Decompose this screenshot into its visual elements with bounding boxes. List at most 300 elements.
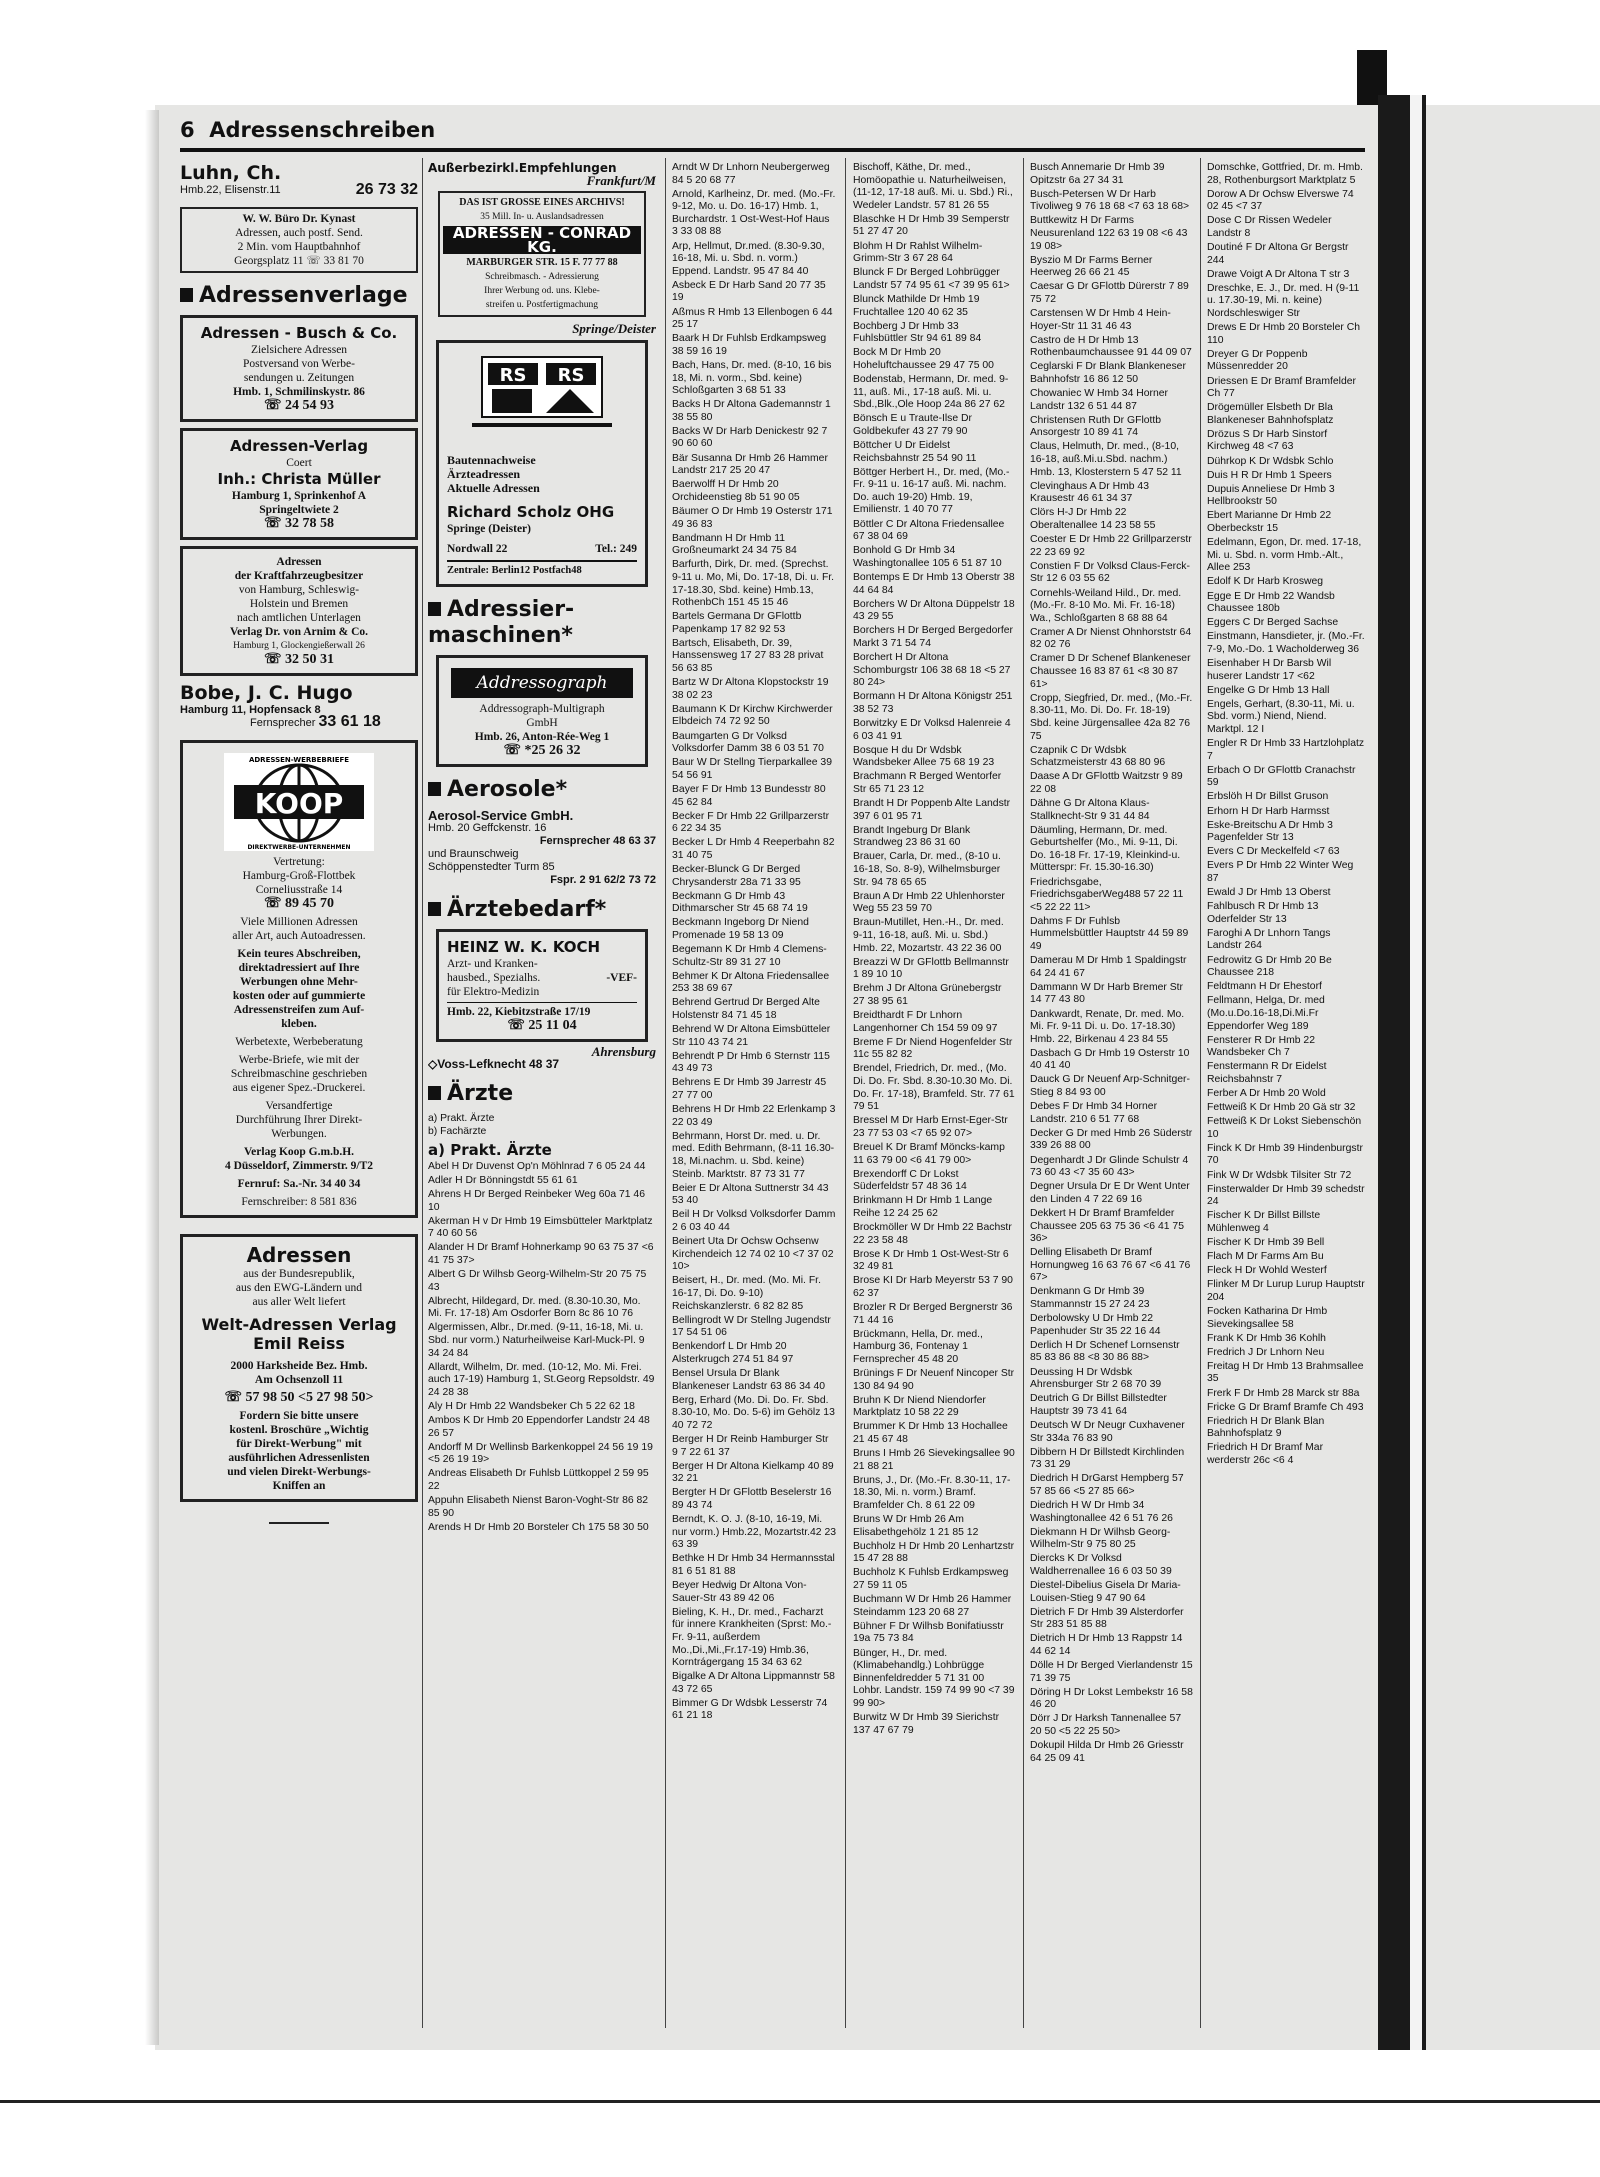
list-item: Degner Ursula Dr E Dr Went Unter den Linden 4 7 22 69 16 [1030, 1181, 1190, 1205]
list-item: Fenstermann R Dr Eidelst Reichsbahnstr 7 [1207, 1061, 1327, 1085]
list-item: Frerk F Dr Hmb 28 Marck str 88a [1207, 1387, 1360, 1399]
list-item: Dietrich F Dr Hmb 39 Alsterdorfer Str 283 51 85 88 [1030, 1606, 1184, 1631]
list-item: Degenhardt J Dr Glinde Schulstr 4 73 60 43 <7 35 60 43> [1030, 1154, 1189, 1179]
list-item: Bach, Hans, Dr. med. (8-10, 16 bis 18, Mi. n. vorm., Sbd. keine) Schloßgarten 3 68 51 33 [672, 359, 832, 397]
list-item: Doutiné F Dr Altona Gr Bergstr 244 [1207, 242, 1349, 266]
scholz-central: Zentrale: Berlin12 Postfach48 [447, 560, 637, 578]
list-item: Brockmöller W Dr Hmb 22 Bachstr 22 23 58 48 [853, 1222, 1012, 1246]
list-item: Dekkert H Dr Bramf Bramfelder Chaussee 205 63 75 36 <6 41 75 36> [1030, 1207, 1184, 1245]
list-item: Böttler C Dr Altona Friedensallee 67 38 04 69 [853, 518, 1005, 543]
list-item: Engelke G Dr Hmb 13 Hall [1207, 684, 1330, 696]
section-bullet [428, 902, 441, 916]
list-item: Berger H Dr Reinb Hamburger Str 9 7 22 61 37 [672, 1434, 829, 1458]
list-item: Buttkewitz H Dr Farms Neusurenland 122 63 19 08 <6 43 19 08> [1030, 215, 1188, 252]
list-item: Christensen Ruth Dr GFlottb Ansorgestr 10 89 41 74 [1030, 414, 1162, 439]
conrad-name: ADRESSEN - CONRAD KG. [443, 226, 641, 254]
column-divider [1023, 158, 1024, 2028]
reiss-bold-line: kostenl. Broschüre „Wichtig [229, 1423, 369, 1436]
koop-bold-line: kosten oder auf gummierte [232, 989, 366, 1002]
list-item: Eggers C Dr Berged Sachse [1207, 617, 1339, 629]
arnim-phone: ☏ 32 50 31 [263, 651, 334, 667]
list-item: Busch-Petersen W Dr Harb Tivoliweg 9 76 18 68 <7 63 18 68> [1030, 188, 1190, 213]
coert-owner: Inh.: Christa Müller [217, 469, 381, 488]
list-item: Fahlbusch R Dr Hmb 13 Oderfelder Str 13 [1207, 901, 1319, 925]
coert-title: Adressen-Verlag [229, 436, 369, 455]
koop-bold-line: Adressenstreifen zum Auf- [233, 1003, 365, 1016]
list-item: Barfurth, Dirk, Dr. med. (Sprechst. 9-11 u. Mo, Mi, Do. 17-18, Di. u. Fr. 17-18.30, Sbd. keine) Hmb.13, RothenbCh 151 45 15 46 [672, 559, 835, 609]
arnim-line: Adressen [276, 555, 322, 568]
list-item: Brandt Ingeburg Dr Blank Strandweg 23 86 31 60 [853, 824, 971, 849]
column-divider [845, 158, 846, 2028]
koop-line: Werbungen. [271, 1127, 327, 1140]
koop-line: Schreibmaschine geschrieben [230, 1067, 368, 1080]
list-item: Dauck G Dr Neuenf Arp-Schnitger-Stieg 8 84 93 00 [1030, 1074, 1190, 1099]
list-item: Dähne G Dr Altona Klaus-Stallknecht-Str 9 31 44 84 [1030, 798, 1150, 822]
koop-line: Hamburg-Groß-Flottbek [242, 869, 356, 882]
doctor-list [428, 1161, 656, 1535]
busch-title: Adressen - Busch & Co. [200, 323, 398, 342]
list-item: Bieling, K. H., Dr. med., Facharzt für innere Krankheiten (Sprst: Mo.-Fr. 9-11, außerdem Mo.,Di.,Mi.,Fr.17-19) Hmb.36, Korntrágergang 15 34 63 62 [672, 1606, 832, 1669]
page-header [180, 118, 435, 142]
addressograph-phone: ☏ *25 26 32 [503, 742, 581, 758]
koop-logo-text: KOOP [254, 786, 344, 820]
column-4 [853, 162, 1015, 2027]
list-item: Beil H Dr Volksd Volksdorfer Damm 2 6 03 40 44 [672, 1209, 836, 1233]
addressograph-line: Hmb. 26, Anton-Rée-Weg 1 [474, 730, 610, 743]
list-item: Dupuis Anneliese Dr Hmb 3 Hellbrookstr 50 [1207, 483, 1335, 508]
list-item: Clevinghaus A Dr Hmb 43 Krausestr 46 61 34 37 [1030, 480, 1149, 505]
section-bullet [180, 288, 193, 302]
list-item: Edolf K Dr Harb Krosweg [1207, 576, 1324, 588]
recommendations-header: Außerbezirkl.Empfehlungen [428, 162, 617, 175]
list-item: Bünger, H., Dr. med. (Klimabehandlg.) Lohbrügge Binnenfeldredder 5 71 31 00 Lohbr. Landstr. 159 74 99 90 <7 39 99 90> [853, 1647, 1015, 1709]
list-item: Aßmus R Hmb 13 Ellenbogen 6 44 25 17 [672, 306, 833, 331]
list-item: Ferber A Dr Hmb 20 Wold [1207, 1087, 1326, 1099]
koop-bold-line: kleben. [281, 1017, 317, 1030]
kynast-ad [180, 207, 418, 273]
list-item: Brexendorff C Dr Lokst Süderfeldstr 57 48 36 14 [853, 1168, 967, 1193]
list-item: Döring H Dr Lokst Lembekstr 16 58 46 20 [1030, 1686, 1193, 1711]
list-item: Behrens H Dr Hmb 22 Erlenkamp 3 22 03 49 [672, 1104, 836, 1128]
list-item: Delling Elisabeth Dr Bramf Hornungweg 16 63 76 67 <6 41 76 67> [1030, 1247, 1191, 1284]
list-item: Beier E Dr Altona Suttnerstr 34 43 53 40 [672, 1182, 829, 1207]
list-item: Damerau M Dr Hmb 1 Spaldingstr 64 24 41 67 [1030, 955, 1187, 979]
list-item: Evers P Dr Hmb 22 Winter Weg 87 [1207, 860, 1354, 884]
svg-text:RS: RS [557, 364, 585, 386]
aerosol-line: Fspr. 2 91 62/2 73 72 [550, 873, 656, 886]
list-item: Finsterwalder Dr Hmb 39 schedstr 24 [1207, 1183, 1365, 1208]
list-item: Brozler R Dr Berged Bergnerstr 36 71 44 16 [853, 1302, 1013, 1326]
list-item: Andreas Elisabeth Dr Fuhlsb Lüttkoppel 2 59 95 22 [428, 1468, 649, 1492]
svg-text:RS: RS [499, 364, 527, 386]
koch-vef: -VEF- [606, 971, 637, 984]
list-item: Borchers W Dr Altona Düppelstr 18 43 29 55 [853, 598, 1015, 623]
list-item: Chowaniec W Hmb 34 Horner Landstr 132 6 51 44 87 [1030, 388, 1169, 412]
koop-line: Werbe-Briefe, wie mit der [238, 1053, 360, 1066]
list-item: Fricke G Dr Bramf Bramfe Ch 493 [1207, 1401, 1364, 1413]
list-item: Domschke, Gottfried, Dr. m. Hmb. 28, Rothenburgsort Marktplatz 5 [1207, 162, 1363, 186]
section-aerzte: Ärzte [447, 1080, 514, 1106]
list-item: Behrend Gertrud Dr Berged Alte Holstenstr 84 71 45 18 [672, 997, 820, 1021]
list-item: Cramer D Dr Schenef Blankeneser Chaussee 16 83 87 61 <8 30 87 61> [1030, 653, 1191, 690]
arnim-line: nach amtlichen Unterlagen [237, 611, 361, 624]
list-item: Andorff M Dr Wellinsb Barkenkoppel 24 56 19 19 <5 26 19 19> [428, 1441, 653, 1466]
list-item: Braun A Dr Hmb 22 Uhlenhorster Weg 55 23 59 70 [853, 890, 1005, 915]
list-item: Edelmann, Egon, Dr. med. 17-18, Mi. u. Sbd. n. vorm Hmb.-Alt., Allee 253 [1207, 537, 1362, 574]
list-item: Coester E Dr Hmb 22 Grillparzerstr 22 23 69 92 [1030, 534, 1192, 558]
list-item: Buchmann W Dr Hmb 26 Hammer Steindamm 123 20 68 27 [853, 1594, 1012, 1618]
koop-line: Versandfertige [265, 1099, 333, 1112]
list-item: Berndt, K. O. J. (8-10, 16-19, Mi. nur vorm.) Hmb.22, Mozartstr.42 23 63 39 [672, 1514, 836, 1551]
page-title: Adressenschreiben [209, 118, 436, 142]
list-item: Cornehls-Weiland Hild., Dr. med. (Mo.-Fr. 8-10 Mo. Mi. Fr. 16-18) Wa., Schloßgarten 8 68 88 64 [1030, 587, 1182, 624]
page-edge-shadow [145, 110, 159, 2045]
list-item: Cropp, Siegfried, Dr. med., (Mo.-Fr. 8.30-11, Mo. Di. Do. Fr. 18-19) Sbd. keine Jürgensallee 42a 82 76 75 [1030, 692, 1193, 742]
list-item: Erbach O Dr GFlottb Cranachstr 59 [1207, 764, 1356, 789]
list-item: Bormann H Dr Altona Königstr 251 38 52 73 [853, 691, 1013, 715]
section-heading [180, 283, 418, 309]
list-item: Frank K Dr Hmb 36 Kohlh [1207, 1332, 1326, 1344]
list-item: Decker G Dr med Hmb 26 Süderstr 339 26 88 00 [1030, 1127, 1193, 1152]
list-item: Brachmann R Berged Wentorfer Str 65 71 23 12 [853, 771, 1002, 795]
list-item: Bochberg J Dr Hmb 33 Fuhlsbüttler Str 94 61 89 84 [853, 320, 982, 345]
list-item: Deutsch W Dr Neugr Cuxhavener Str 334a 76 83 90 [1030, 1419, 1185, 1444]
list-item: Allardt, Wilhelm, Dr. med. (10-12, Mo. Mi. Frei. auch 17-19) Hamburg 1, St.Georg Repsoldstr. 49 24 28 38 [428, 1361, 655, 1398]
coert-phone: ☏ 32 78 58 [263, 515, 334, 531]
city-springe: Springe/Deister [572, 321, 656, 337]
list-item: Brehm J Dr Altona Grünebergstr 27 38 95 61 [853, 983, 1002, 1007]
list-item: Bressel M Dr Harb Ernst-Eger-Str 23 77 53 03 <7 65 92 07> [853, 1115, 1008, 1139]
list-item: Beckmann G Dr Hmb 43 Dithmarscher Str 45 68 74 19 [672, 890, 808, 915]
busch-line: Postversand von Werbe- [243, 357, 355, 370]
list-item: Berg, Erhard (Mo. Di. Do. Fr. Sbd. 8.30-10, Mo. Do. 5-6) im Gehölz 13 40 72 72 [672, 1394, 835, 1431]
list-item: Albrecht, Hildegard, Dr. med. (8.30-10.30, Mo. Mi. Fr. 17-18) Am Osdorfer Born 8c 86 10 76 [428, 1295, 641, 1320]
column-divider [665, 158, 666, 2028]
list-item: Erhorn H Dr Harb Harmsst [1207, 805, 1330, 817]
koop-bold-line: Werbungen ohne Mehr- [240, 975, 358, 988]
koop-line: Verlag Koop G.m.b.H. [243, 1145, 355, 1158]
koch-name: HEINZ W. K. KOCH [447, 937, 601, 956]
list-item: Breuel K Dr Bramf Möncks-kamp 11 63 79 00 <6 41 79 00> [853, 1141, 1005, 1166]
list-item: Deussing H Dr Wdsbk Ahrensburger Str 2 68 70 39 [1030, 1366, 1162, 1391]
list-item: Beyer Hedwig Dr Altona Von-Sauer-Str 43 89 42 06 [672, 1580, 807, 1604]
aerzte-sub-a: a) Prakt. Ärzte [428, 1112, 495, 1124]
kynast-line: W. W. Büro Dr. Kynast [242, 212, 356, 225]
reiss-bold-line: und vielen Direkt-Werbungs- [227, 1465, 371, 1478]
kynast-line: Georgsplatz 11 ☏ 33 81 70 [234, 254, 364, 267]
list-item: Ambos K Dr Hmb 20 Eppendorfer Landstr 24 48 26 57 [428, 1415, 650, 1439]
scholz-address: Nordwall 22 [447, 542, 508, 555]
list-item: Behrmann, Horst Dr. med. u. Dr. med. Edith Behrmann, (8-11 16.30-18, Mi.nachm. u. Sbd. keine) Steinb. Marktstr. 87 73 31 77 [672, 1130, 835, 1180]
list-item: Claus, Helmuth, Dr. med., (8-10, 16-18, auß.Mi.u.Sbd. nachm.) Hmb. 13, Klosterstern 5 47 52 11 [1030, 441, 1182, 478]
conrad-line: DAS IST GROSSE EINES ARCHIVS! [459, 197, 625, 209]
list-item: Derlich H Dr Schenef Lornsenstr 85 83 86 88 <8 30 86 88> [1030, 1339, 1180, 1364]
busch-line: Hmb. 1, Schmilinskystr. 86 [233, 385, 365, 398]
reiss-line: aus der Bundesrepublik, [243, 1267, 355, 1280]
reiss-bold-line: Kniffen an [272, 1479, 326, 1492]
list-item: Buchholz H Dr Hmb 20 Lenhartzstr 15 47 28 88 [853, 1540, 1015, 1565]
list-item: Alander H Dr Bramf Hohnerkamp 90 63 75 37 <6 41 75 37> [428, 1242, 654, 1266]
busch-line: Zielsichere Adressen [250, 343, 348, 356]
section-adressenverlage: Adressenverlage [199, 282, 408, 308]
koch-line: für Elektro-Medizin [447, 985, 540, 998]
list-item: Dankwardt, Renate, Dr. med. Mo. Mi. Fr. 9-11 Di. u. Do. 17-18.30) Hmb. 22, Birkenau 4 23 84 55 [1030, 1008, 1185, 1045]
koch-line-text: hausbed., Spezialhs. [447, 971, 541, 984]
list-item: Borchert H Dr Altona Schomburgstr 106 38 68 18 <5 27 80 24> [853, 651, 1011, 689]
list-item: Flach M Dr Farms Am Bu [1207, 1251, 1324, 1263]
section-heading [428, 777, 656, 803]
addressograph-logo: Addressograph [451, 668, 633, 698]
list-item: Fischer K Dr Hmb 39 Bell [1207, 1237, 1325, 1248]
list-item: Egge E Dr Hmb 22 Wandsb Chaussee 180b [1207, 590, 1335, 615]
list-item: Aly H Dr Hmb 22 Wandsbeker Ch 5 22 62 18 [428, 1400, 635, 1412]
list-item: Brose KI Dr Harb Meyerstr 53 7 90 62 37 [853, 1275, 1013, 1299]
list-item: Becker L Dr Hmb 4 Reeperbahn 82 31 40 75 [672, 837, 835, 861]
koch-line [447, 971, 637, 985]
busch-phone: ☏ 24 54 93 [263, 397, 334, 413]
koop-line: aller Art, auch Autoadressen. [232, 929, 366, 942]
list-item: Fink W Dr Wdsbk Tilsiter Str 72 [1207, 1169, 1352, 1181]
koop-logo-top: ADRESSEN-WERBEBRIEFE [248, 755, 350, 764]
list-item: Däumling, Hermann, Dr. med. Geburtshelfer (Mo., Mi. 9-11, Di. Do. 16-18 Fr. 17-19, Kleinkind-u. Mütterspr: Fr. 15.30-16.30) [1030, 824, 1181, 874]
coert-ad [180, 428, 418, 540]
list-item: Baerwolff H Dr Hmb 20 Orchideenstieg 8b 51 90 05 [672, 479, 800, 503]
scholz-name: Richard Scholz OHG [447, 502, 615, 521]
aerosol-entry [428, 809, 656, 887]
list-item: Fredrich J Dr Lnhorn Neu [1207, 1346, 1325, 1358]
list-item: Driessen E Dr Bramf Bramfelder Ch 77 [1207, 375, 1356, 400]
list-item: Finck K Dr Hmb 39 Hindenburgstr 70 [1207, 1142, 1363, 1167]
list-item: Dreschke, E. J., Dr. med. H (9-11 u. 17.30-19, Mi. n. keine) Nordschleswiger Str [1207, 282, 1360, 320]
reiss-phone: ☏ 57 98 50 <5 27 98 50> [224, 1389, 374, 1405]
list-item: Arends H Dr Hmb 20 Borsteler Ch 175 58 30 50 [428, 1521, 649, 1533]
list-item: Arp, Hellmut, Dr.med. (8.30-9.30, 16-18, Mi. u. Sbd. n. vorm.) Eppend. Landstr. 95 47 84 40 [672, 240, 825, 277]
list-item: Bellingrodt W Dr Stellng Jugendstr 17 54 51 06 [672, 1314, 831, 1339]
conrad-ad [438, 191, 646, 317]
list-item: Dorow A Dr Ochsw Elverswe 74 02 45 <7 37 [1207, 188, 1354, 213]
list-item: Borchers H Dr Berged Bergedorfer Markt 3 71 54 74 [853, 625, 1013, 649]
reiss-bold-line: für Direkt-Werbung" mit [236, 1437, 362, 1450]
addressograph-ad [436, 655, 648, 767]
voss-entry: ◇Voss-Lefknecht 48 37 [428, 1057, 560, 1072]
arnim-line: Hamburg 1, Glockengießerwall 26 [233, 640, 365, 651]
koop-line: Werbetexte, Werbeberatung [235, 1035, 363, 1048]
list-item: Begemann K Dr Hmb 4 Clemens-Schultz-Str 89 31 27 10 [672, 944, 827, 968]
column-3 [672, 162, 837, 2027]
list-item: Blaschke H Dr Hmb 39 Semperstr 51 27 47 20 [853, 213, 1010, 238]
directory-page [180, 112, 1365, 2037]
list-item: Beisert, H., Dr. med. (Mo. Mi. Fr. 16-17, Di. Do. 9-10) Reichskanzlerstr. 6 82 82 85 [672, 1275, 821, 1312]
reiss-ad [180, 1234, 418, 1502]
list-item: Busch Annemarie Dr Hmb 39 Opitzstr 6a 27 34 31 [1030, 162, 1165, 186]
list-item: Bäumer O Dr Hmb 19 Osterstr 171 49 36 83 [672, 505, 833, 530]
list-item: Friedrich H Dr Bramf Mar werderstr 26c <6 4 [1207, 1442, 1324, 1466]
busch-ad [180, 315, 418, 422]
reiss-bold-line: ausführlichen Adressenlisten [228, 1451, 370, 1464]
list-item: Brinkmann H Dr Hmb 1 Lange Reihe 12 24 25 62 [853, 1195, 993, 1219]
aerosol-line: Hmb. 20 Geffckenstr. 16 [428, 821, 547, 834]
list-item: Baumgarten G Dr Volksd Volksdorfer Damm 38 6 03 51 70 [672, 730, 824, 755]
list-item: Baark H Dr Fuhlsb Erdkampsweg 38 59 16 19 [672, 333, 827, 357]
list-item: Brünings F Dr Neuenf Nincoper Str 130 84 94 90 [853, 1368, 1015, 1392]
list-item: Cramer A Dr Nienst Ohnhorststr 64 82 02 76 [1030, 626, 1192, 651]
koop-line: Fernschreiber: 8 581 836 [241, 1195, 357, 1208]
list-item: Akerman H v Dr Hmb 19 Eimsbütteler Marktplatz 7 40 60 56 [428, 1215, 653, 1240]
list-item: Fischer K Dr Billst Billste Mühlenweg 4 [1207, 1210, 1321, 1234]
list-item: Blunck Mathilde Dr Hmb 19 Fruchtallee 120 40 62 35 [853, 293, 980, 318]
list-item: Ceglarski F Dr Blank Blankeneser Bahnhofstr 16 86 12 50 [1030, 361, 1186, 385]
list-item: Burwitz W Dr Hmb 39 Sierichstr 137 47 67 79 [853, 1711, 1000, 1736]
list-item: Clörs H-J Dr Hmb 22 Oberaltenallee 14 23 58 55 [1030, 507, 1156, 532]
list-item: Bär Susanna Dr Hmb 26 Hammer Landstr 217 25 20 47 [672, 452, 828, 477]
list-item: Eske-Breitschu A Dr Hmb 3 Pagenfelder Str 13 [1207, 819, 1333, 844]
list-item: Bergter H Dr GFlottb Beselerstr 16 89 43 74 [672, 1487, 832, 1511]
list-item: Daase A Dr GFlottb Waitzstr 9 89 22 08 [1030, 771, 1183, 795]
conrad-line: MARBURGER STR. 15 F. 77 77 88 [466, 257, 618, 269]
list-item: Fellmann, Helga, Dr. med (Mo.u.Do.16-18,Di.Mi.Fr Eppendorfer Weg 189 [1207, 995, 1325, 1032]
list-item: Dibbern H Dr Billstedt Kirchlinden 73 31 29 [1030, 1446, 1185, 1471]
arnim-line: von Hamburg, Schleswig- [238, 583, 360, 596]
koch-line: Arzt- und Kranken- [447, 957, 538, 970]
luhn-name: Luhn, Ch. [180, 162, 282, 184]
column-2 [428, 162, 656, 2027]
list-item: Diekmann H Dr Wilhsb Georg-Wilhelm-Str 9 75 80 25 [1030, 1526, 1171, 1551]
list-item: Engels, Gerhart, (8.30-11, Mi. u. Sbd. vorm.) Niend, Niend. Marktpl. 12 I [1207, 698, 1355, 735]
binding-gutter-gap [1410, 95, 1422, 2050]
list-item: Castro de H Dr Hmb 13 Rothenbaumchaussee 91 44 09 07 [1030, 334, 1192, 359]
addressograph-line: GmbH [526, 716, 558, 729]
list-item: Drews E Dr Hmb 20 Borsteler Ch 110 [1207, 322, 1361, 346]
list-item: Bock M Dr Hmb 20 Hoheluftchaussee 29 47 75 00 [853, 347, 994, 371]
list-item: Czapnik C Dr Wdsbk Schatzmeisterstr 43 68 80 96 [1030, 744, 1166, 769]
list-item: Blunck F Dr Berged Lohbrügger Landstr 57 74 95 61 <7 39 95 61> [853, 267, 1010, 291]
list-item: Brendel, Friedrich, Dr. med., (Mo. Di. Do. Fr. Sbd. 8.30-10.30 Mo. Di. Do. Fr. 17-18), Bramfeld. Str. 77 61 79 51 [853, 1063, 1015, 1113]
list-item: Faroghi A Dr Lnhorn Tangs Landstr 264 [1207, 927, 1331, 952]
section-bullet [428, 602, 441, 616]
list-item: Berger H Dr Altona Kielkamp 40 89 32 21 [672, 1460, 834, 1485]
list-item: Debes F Dr Hmb 34 Horner Landstr. 210 6 51 77 68 [1030, 1101, 1158, 1125]
list-item: Duis H R Dr Hmb 1 Speers [1207, 469, 1332, 481]
list-item: Brose K Dr Hmb 1 Ost-West-Str 6 32 49 81 [853, 1248, 1009, 1273]
reiss-address: 2000 Harksheide Bez. Hmb. [230, 1359, 368, 1372]
reiss-bold-line: Fordern Sie bitte unsere [239, 1409, 359, 1422]
list-item: Bayer F Dr Hmb 13 Bundesstr 80 45 62 84 [672, 783, 826, 808]
list-item: Bruhn K Dr Niend Niendorfer Marktplatz 10 58 22 29 [853, 1394, 986, 1419]
bobe-phone: 33 61 18 [318, 713, 381, 731]
conrad-line: Schreibmasch. - Adressierung [485, 272, 599, 283]
koch-address: Hmb. 22, Kiebitzstraße 17/19 [447, 1002, 637, 1019]
section-aerztebedarf: Ärztebedarf* [447, 896, 607, 922]
list-item: Bruns I Hmb 26 Sievekingsallee 90 21 88 21 [853, 1448, 1015, 1472]
conrad-line: Ihrer Werbung od. uns. Klebe- [484, 286, 600, 297]
list-item: Benkendorf L Dr Hmb 20 Alsterkrugch 274 51 84 97 [672, 1341, 794, 1365]
list-item: Fensterer R Dr Hmb 22 Wandsbeker Ch 7 [1207, 1034, 1315, 1059]
list-item: Bartz W Dr Altona Klopstockstr 19 38 02 23 [672, 677, 829, 701]
list-item: Eisenhaber H Dr Barsb Wil huserer Landstr 17 <62 [1207, 657, 1332, 682]
list-item: Brummer K Dr Hmb 13 Hochallee 21 45 67 48 [853, 1421, 1008, 1445]
aerosol-line: Schöppenstedter Turm 85 [428, 860, 555, 873]
list-item: Backs H Dr Altona Gademannstr 1 38 55 80 [672, 399, 831, 423]
list-item: Feldtmann H Dr Ehestorf [1207, 981, 1322, 993]
section-adressiermaschinen: Adressier-maschinen* [428, 596, 575, 648]
coert-sub: Coert [286, 456, 312, 469]
list-item: Behrens E Dr Hmb 39 Jarrestr 45 27 77 00 [672, 1077, 827, 1102]
list-item: Engler R Dr Hmb 33 Hartzlohplatz 7 [1207, 738, 1365, 762]
list-item: Dahms F Dr Fuhlsb Hummelsbüttler Hauptstr 44 59 89 49 [1030, 915, 1189, 953]
list-item: Behmer K Dr Altona Friedensallee 253 38 69 67 [672, 970, 830, 995]
list-item: Brauer, Carla, Dr. med., (8-10 u. 16-18, So. 8-9), Wilhelmsburger Str. 94 78 65 65 [853, 851, 1001, 888]
list-item: Borwitzky E Dr Volksd Halenreie 4 6 03 41 91 [853, 717, 1011, 742]
list-item: Diedrich H DrGarst Hempberg 57 57 85 66 <5 27 85 66> [1030, 1473, 1184, 1497]
prakt-aerzte-heading: a) Prakt. Ärzte [428, 1141, 552, 1160]
koop-phone: ☏ 89 45 70 [263, 895, 334, 911]
list-item: Beinert Uta Dr Ochsw Ochsenw Kirchendeich 12 74 02 10 <7 37 02 10> [672, 1236, 834, 1273]
list-item: Derbolowsky U Dr Hmb 22 Papenhuder Str 35 22 16 44 [1030, 1313, 1161, 1337]
list-item: Beckmann Ingeborg Dr Niend Promenade 19 58 13 09 [672, 917, 809, 941]
koch-phone: ☏ 25 11 04 [507, 1017, 577, 1033]
list-item: Braun-Mutillet, Hen.-H., Dr. med. 9-11, 16-18, auß. Mi. u. Sbd.) Hmb. 22, Mozartstr. 43 22 36 00 [853, 917, 1004, 954]
list-item: Byszio M Dr Farms Berner Heerweg 26 66 21 45 [1030, 254, 1153, 279]
list-item: Ewald J Dr Hmb 13 Oberst [1207, 887, 1331, 899]
list-item: Behrendt P Dr Hmb 6 Sternstr 115 43 49 73 [672, 1050, 830, 1075]
list-item: Asbeck E Dr Harb Sand 20 77 35 19 [672, 279, 826, 304]
section-aerosole: Aerosole* [447, 776, 568, 802]
bobe-phone-line [180, 713, 418, 731]
list-item: Behrend W Dr Altona Eimsbütteler Str 110 43 74 21 [672, 1024, 831, 1048]
section-heading [428, 897, 656, 923]
reiss-name: Welt-Adressen Verlag Emil Reiss [201, 1314, 397, 1353]
list-item: Caesar G Dr GFlottb Dürerstr 7 89 75 72 [1030, 281, 1189, 305]
koop-logo-bottom: DIREKTWERBE-UNTERNEHMEN [247, 843, 351, 851]
list-item: Flinker M Dr Lurup Lurup Hauptstr 204 [1207, 1279, 1365, 1303]
list-item: Bruns W Dr Hmb 26 Am Elisabethgehölz 1 21 85 12 [853, 1514, 979, 1538]
scholz-city: Springe (Deister) [447, 522, 531, 535]
list-item: Böttger Herbert H., Dr. med, (Mo.-Fr. 9-11 u. 16-17 auß. Mi. nachm. Do. auch 19-20) Hmb. 19, Emilienstr. 1 40 70 77 [853, 466, 1010, 516]
list-item: Blohm H Dr Rahlst Wilhelm-Grimm-Str 3 67 28 64 [853, 240, 983, 265]
koop-line: Viele Millionen Adressen [240, 915, 358, 928]
list-item: Bonhold G Dr Hmb 34 Washingtonallee 105 6 51 87 10 [853, 545, 1002, 569]
koop-line: Fernruf: Sa.-Nr. 34 40 34 [237, 1177, 361, 1190]
koop-bold-line: Kein teures Abschreiben, [237, 947, 361, 960]
aerzte-sub-b: b) Fachärzte [428, 1125, 487, 1137]
koop-bold-line: direktadressiert auf Ihre [238, 961, 360, 974]
list-item: Albert G Dr Wilhsb Georg-Wilhelm-Str 20 75 75 43 [428, 1269, 647, 1293]
list-item: Arndt W Dr Lnhorn Neubergerweg 84 5 20 68 77 [672, 162, 830, 186]
conrad-line: streifen u. Postfertigmachung [485, 300, 599, 311]
scholz-tel: Tel.: 249 [595, 542, 637, 555]
luhn-entry [180, 181, 418, 198]
section-bullet [428, 782, 441, 796]
list-item: Backs W Dr Harb Denickestr 92 7 90 60 60 [672, 425, 828, 450]
list-item: Bimmer G Dr Wdsbk Lesserstr 74 61 21 18 [672, 1697, 828, 1722]
list-item: Drözus S Dr Harb Sinstorf Kirchweg 48 <7 63 [1207, 428, 1328, 453]
list-item: Freitag H Dr Hmb 13 Brahmsallee 35 [1207, 1360, 1364, 1385]
list-item: Dörr J Dr Harksh Tannenallee 57 20 50 <5 22 25 50> [1030, 1713, 1182, 1738]
koop-line: 4 Düsseldorf, Zimmerstr. 9/T2 [224, 1159, 374, 1172]
luhn-phone: 26 73 32 [355, 181, 418, 198]
coert-line: Hamburg 1, Sprinkenhof A [231, 489, 367, 502]
list-item: Ebert Marianne Dr Hmb 22 Oberbeckstr 15 [1207, 510, 1332, 535]
list-item: Abel H Dr Duvenst Op'n Möhlnrad 7 6 05 24 44 [428, 1160, 646, 1172]
list-item: Buchholz K Fuhlsb Erdkampsweg 27 59 11 05 [853, 1567, 1009, 1592]
scholz-line: Ärzteadressen [447, 466, 521, 481]
list-item: Deutrich G Dr Billst Billstedter Hauptstr 39 73 41 64 [1030, 1393, 1167, 1417]
column-divider [422, 158, 423, 2028]
reiss-line: aus den EWG-Ländern und [235, 1281, 363, 1294]
list-item: Fettweiß K Dr Hmb 20 Gä str 32 [1207, 1102, 1356, 1114]
list-item: Fedrowitz G Dr Hmb 20 Be Chaussee 218 [1207, 954, 1332, 979]
list-item: Bartels Germana Dr GFlottb Papenkamp 17 82 92 53 [672, 611, 802, 635]
